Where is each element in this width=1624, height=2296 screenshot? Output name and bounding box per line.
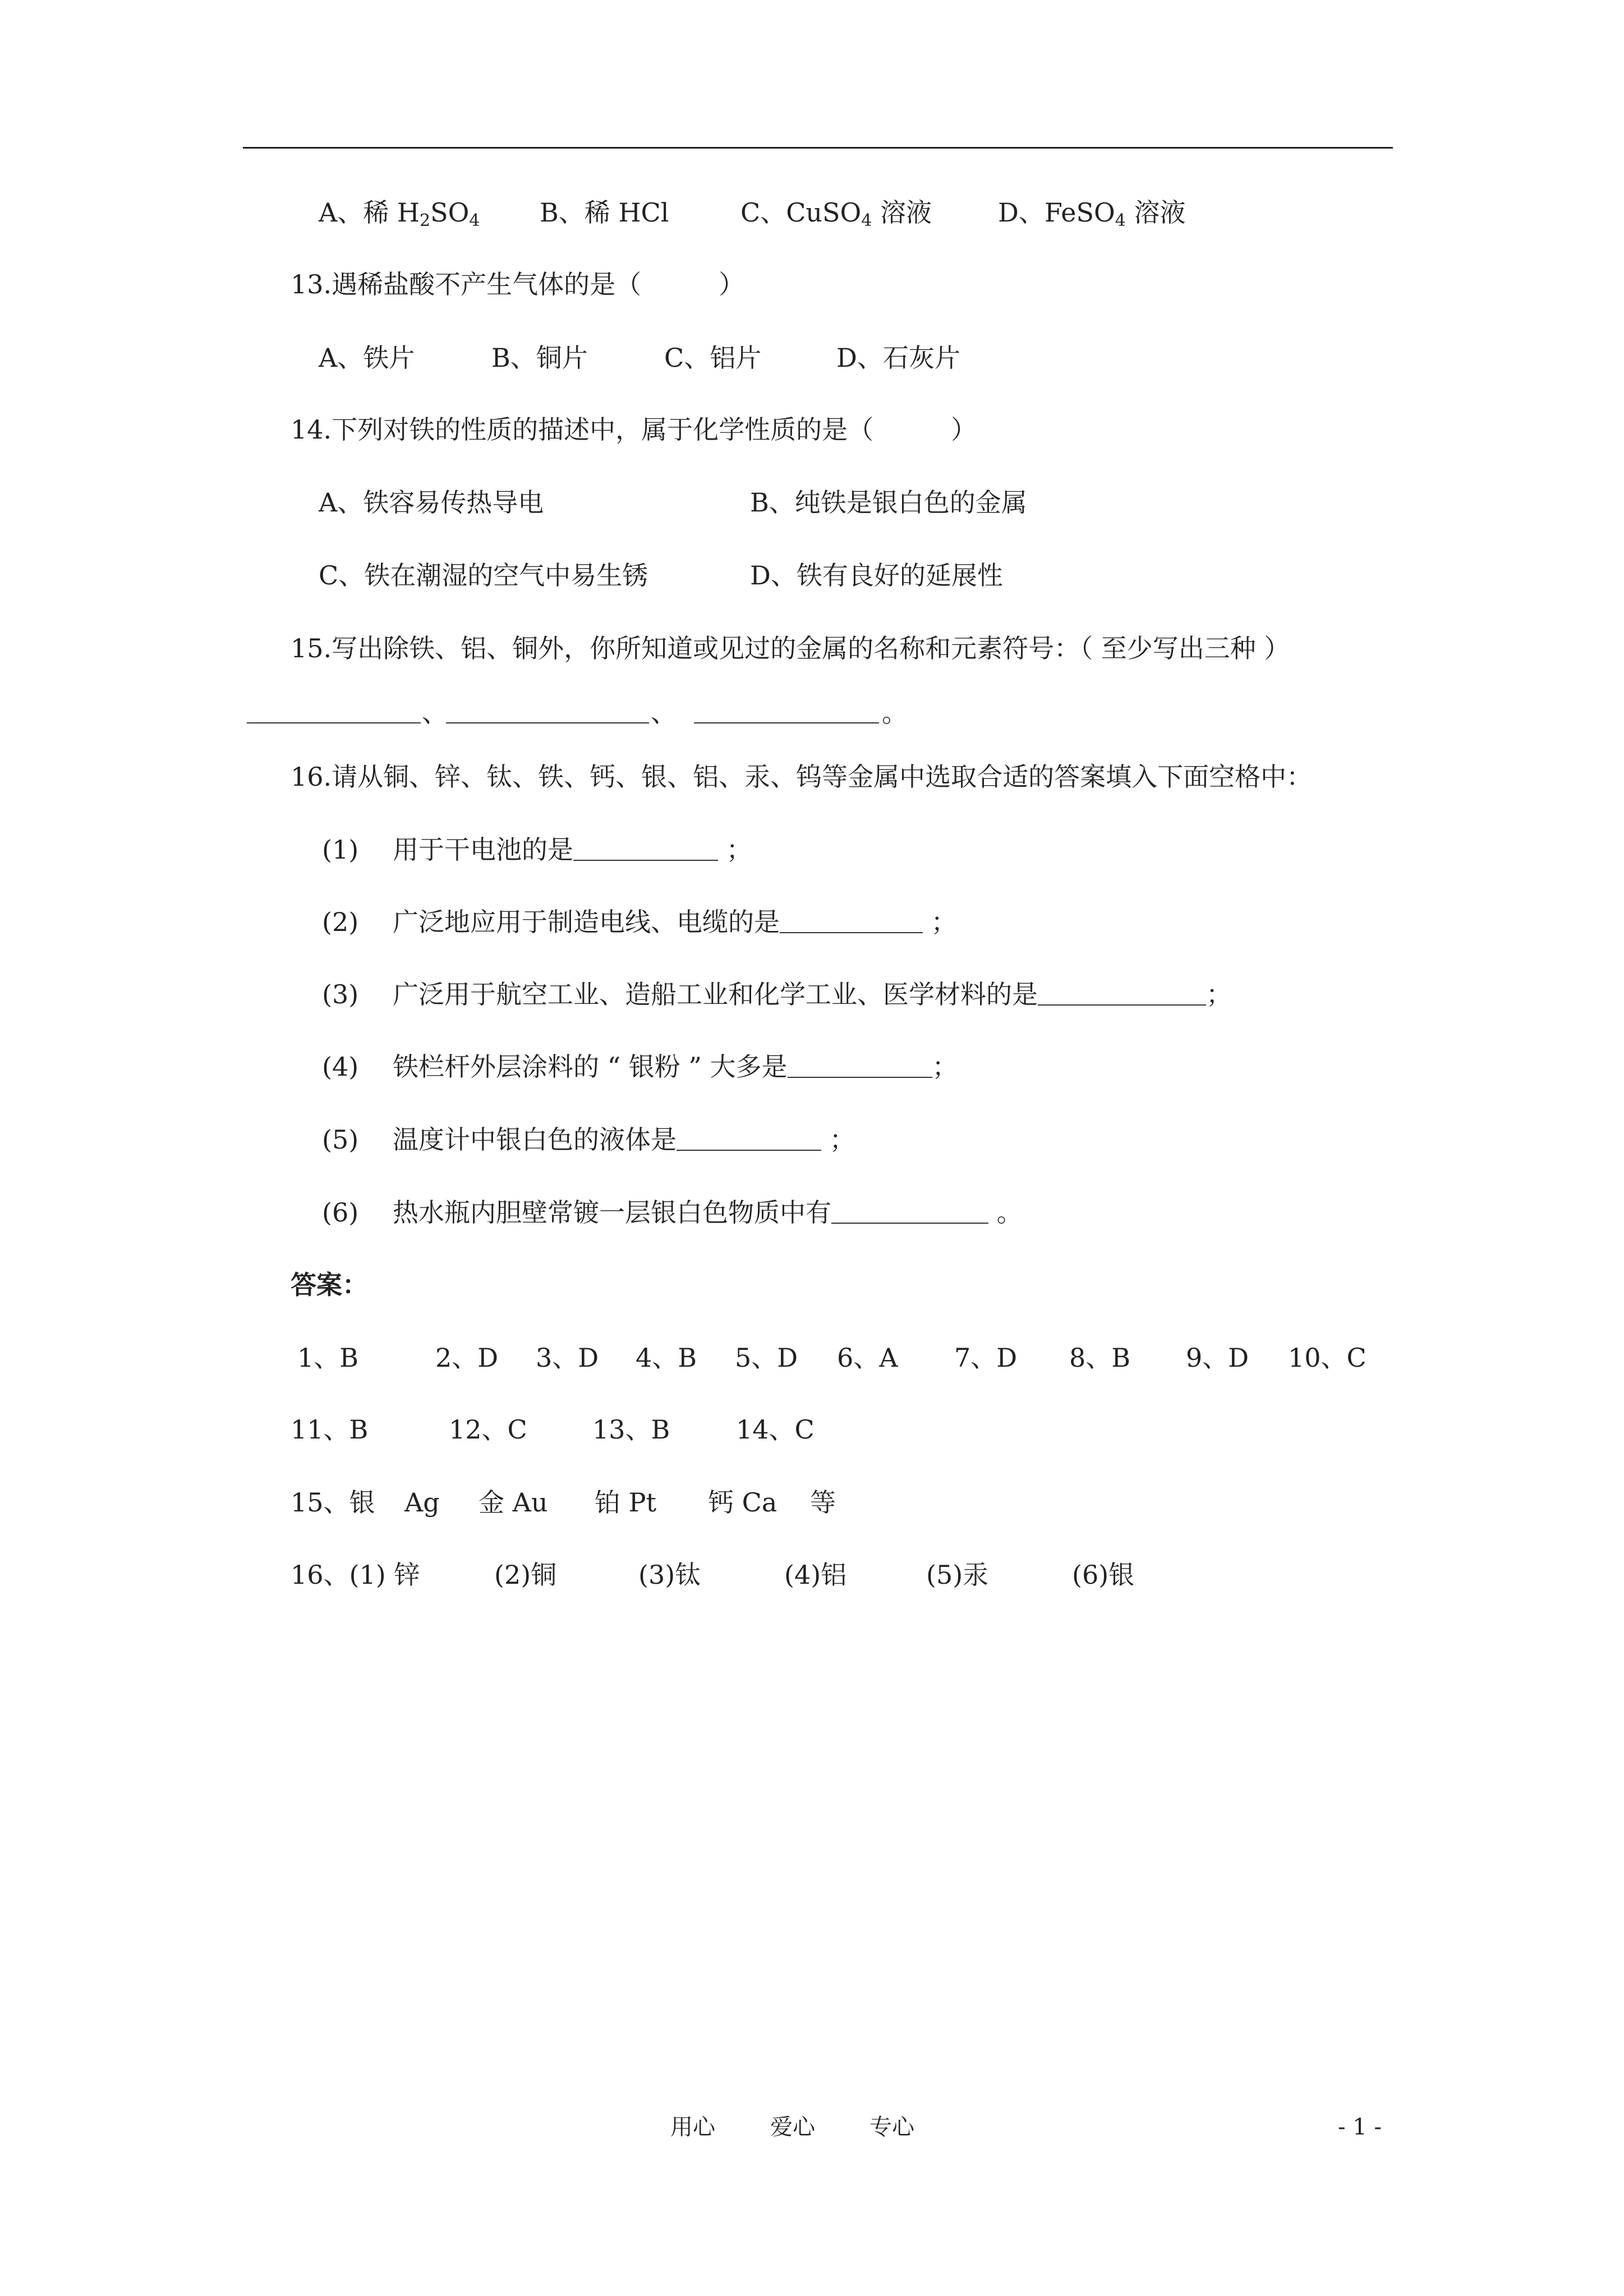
q16-item-text: 广泛地应用于制造电线、电缆的是 ； (393, 907, 957, 937)
answer-item: Ag (404, 1487, 440, 1518)
answer-item: 13、B (592, 1414, 670, 1445)
q16-item-number: (5) (322, 1124, 359, 1155)
answer-item: (6)银 (1072, 1560, 1135, 1590)
q16-item-text: 用于干电池的是 ； (393, 835, 752, 865)
q12-option-c: C、CuSO$_4$ 溶液 (740, 197, 932, 230)
answers-heading: 答案： (291, 1270, 368, 1300)
answer-item: (4)铝 (784, 1560, 847, 1590)
q14-option-a: A、铁容易传热导电 (319, 487, 544, 518)
q16-item-number: (4) (322, 1052, 359, 1082)
q16-item-number: (6) (322, 1197, 359, 1228)
answer-item: 10、C (1288, 1343, 1367, 1373)
page-number: - 1 - (1338, 2114, 1382, 2140)
answer-item: 3、D (536, 1343, 599, 1373)
answer-blank[interactable] (677, 1127, 821, 1151)
answer-item: 1、B (297, 1343, 359, 1373)
q14-option-d: D、铁有良好的延展性 (750, 560, 1003, 591)
answer-item: 钙 Ca (708, 1487, 778, 1518)
answer-blank[interactable] (1038, 982, 1206, 1006)
answer-item: 铂 Pt (595, 1487, 657, 1518)
footer-motto-1: 用心 (670, 2114, 715, 2140)
answer-item: 等 (810, 1487, 836, 1518)
q15-separator-1: 、 (422, 698, 448, 728)
q16-item-text: 铁栏杆外层涂料的 “ 银粉 ” 大多是 ； (393, 1052, 958, 1082)
footer-motto-3: 专心 (869, 2114, 914, 2140)
answer-blank[interactable] (788, 1054, 932, 1078)
answer-item: 7、D (954, 1343, 1018, 1373)
answer-item: 14、C (736, 1414, 815, 1445)
footer-motto-2: 爱心 (770, 2114, 815, 2140)
q13-option-a: A、铁片 (319, 343, 415, 373)
answer-blank[interactable] (780, 910, 923, 933)
answer-item: 9、D (1186, 1343, 1249, 1373)
q15-blank-3[interactable] (694, 700, 879, 723)
q16-item-number: (1) (322, 835, 359, 865)
q16-item-text: 温度计中银白色的液体是 ； (393, 1124, 855, 1155)
answer-item: 4、B (636, 1343, 697, 1373)
q15-separator-2: 、 (651, 698, 677, 728)
q16-item-text: 热水瓶内胆壁常镀一层银白色物质中有 。 (393, 1197, 1023, 1228)
answer-item: 15、银 (291, 1487, 375, 1518)
q15-blank-1[interactable] (247, 700, 421, 723)
q14-option-b: B、纯铁是银白色的金属 (750, 487, 1027, 518)
answer-item: (3)钛 (638, 1560, 701, 1590)
answer-item: 8、B (1069, 1343, 1131, 1373)
answer-item: (2)铜 (494, 1560, 557, 1590)
answer-item: 2、D (435, 1343, 499, 1373)
answer-item: (5)汞 (926, 1560, 989, 1590)
q16-item-number: (3) (322, 979, 359, 1009)
q14-option-c: C、铁在潮湿的空气中易生锈 (319, 560, 648, 591)
q13-option-c: C、铝片 (664, 343, 762, 373)
q15-stem: 15.写出除铁、铝、铜外，你所知道或见过的金属的名称和元素符号：（ 至少写出三种 ） (291, 633, 1290, 663)
q13-option-d: D、石灰片 (836, 343, 960, 373)
q15-blank-2[interactable] (446, 700, 649, 723)
answer-item: 6、A (837, 1343, 898, 1373)
q12-option-b: B、稀 HCl (540, 197, 669, 228)
answer-blank[interactable] (831, 1200, 988, 1224)
answer-item: 12、C (449, 1414, 527, 1445)
q15-end-mark: 。 (882, 698, 908, 728)
q16-item-number: (2) (322, 907, 359, 937)
q14-stem: 14.下列对铁的性质的描述中，属于化学性质的是（ ） (291, 414, 977, 445)
answer-item: 金 Au (479, 1487, 548, 1518)
answer-item: 16、(1) 锌 (291, 1560, 420, 1590)
q16-stem: 16.请从铜、锌、钛、铁、钙、银、铝、汞、钨等金属中选取合适的答案填入下面空格中： (291, 762, 1313, 792)
header-rule (243, 147, 1393, 149)
q12-option-a: A、稀 $H_2SO_4$ (319, 197, 480, 230)
q16-item-text: 广泛用于航空工业、造船工业和化学工业、医学材料的是 ； (393, 979, 1232, 1009)
answer-item: 11、B (291, 1414, 369, 1445)
q12-option-d: D、FeSO$_4$ 溶液 (998, 197, 1186, 230)
answer-blank[interactable] (573, 837, 718, 861)
q13-option-b: B、铜片 (491, 343, 588, 373)
q13-stem: 13.遇稀盐酸不产生气体的是（ ） (291, 269, 745, 299)
answer-item: 5、D (735, 1343, 798, 1373)
